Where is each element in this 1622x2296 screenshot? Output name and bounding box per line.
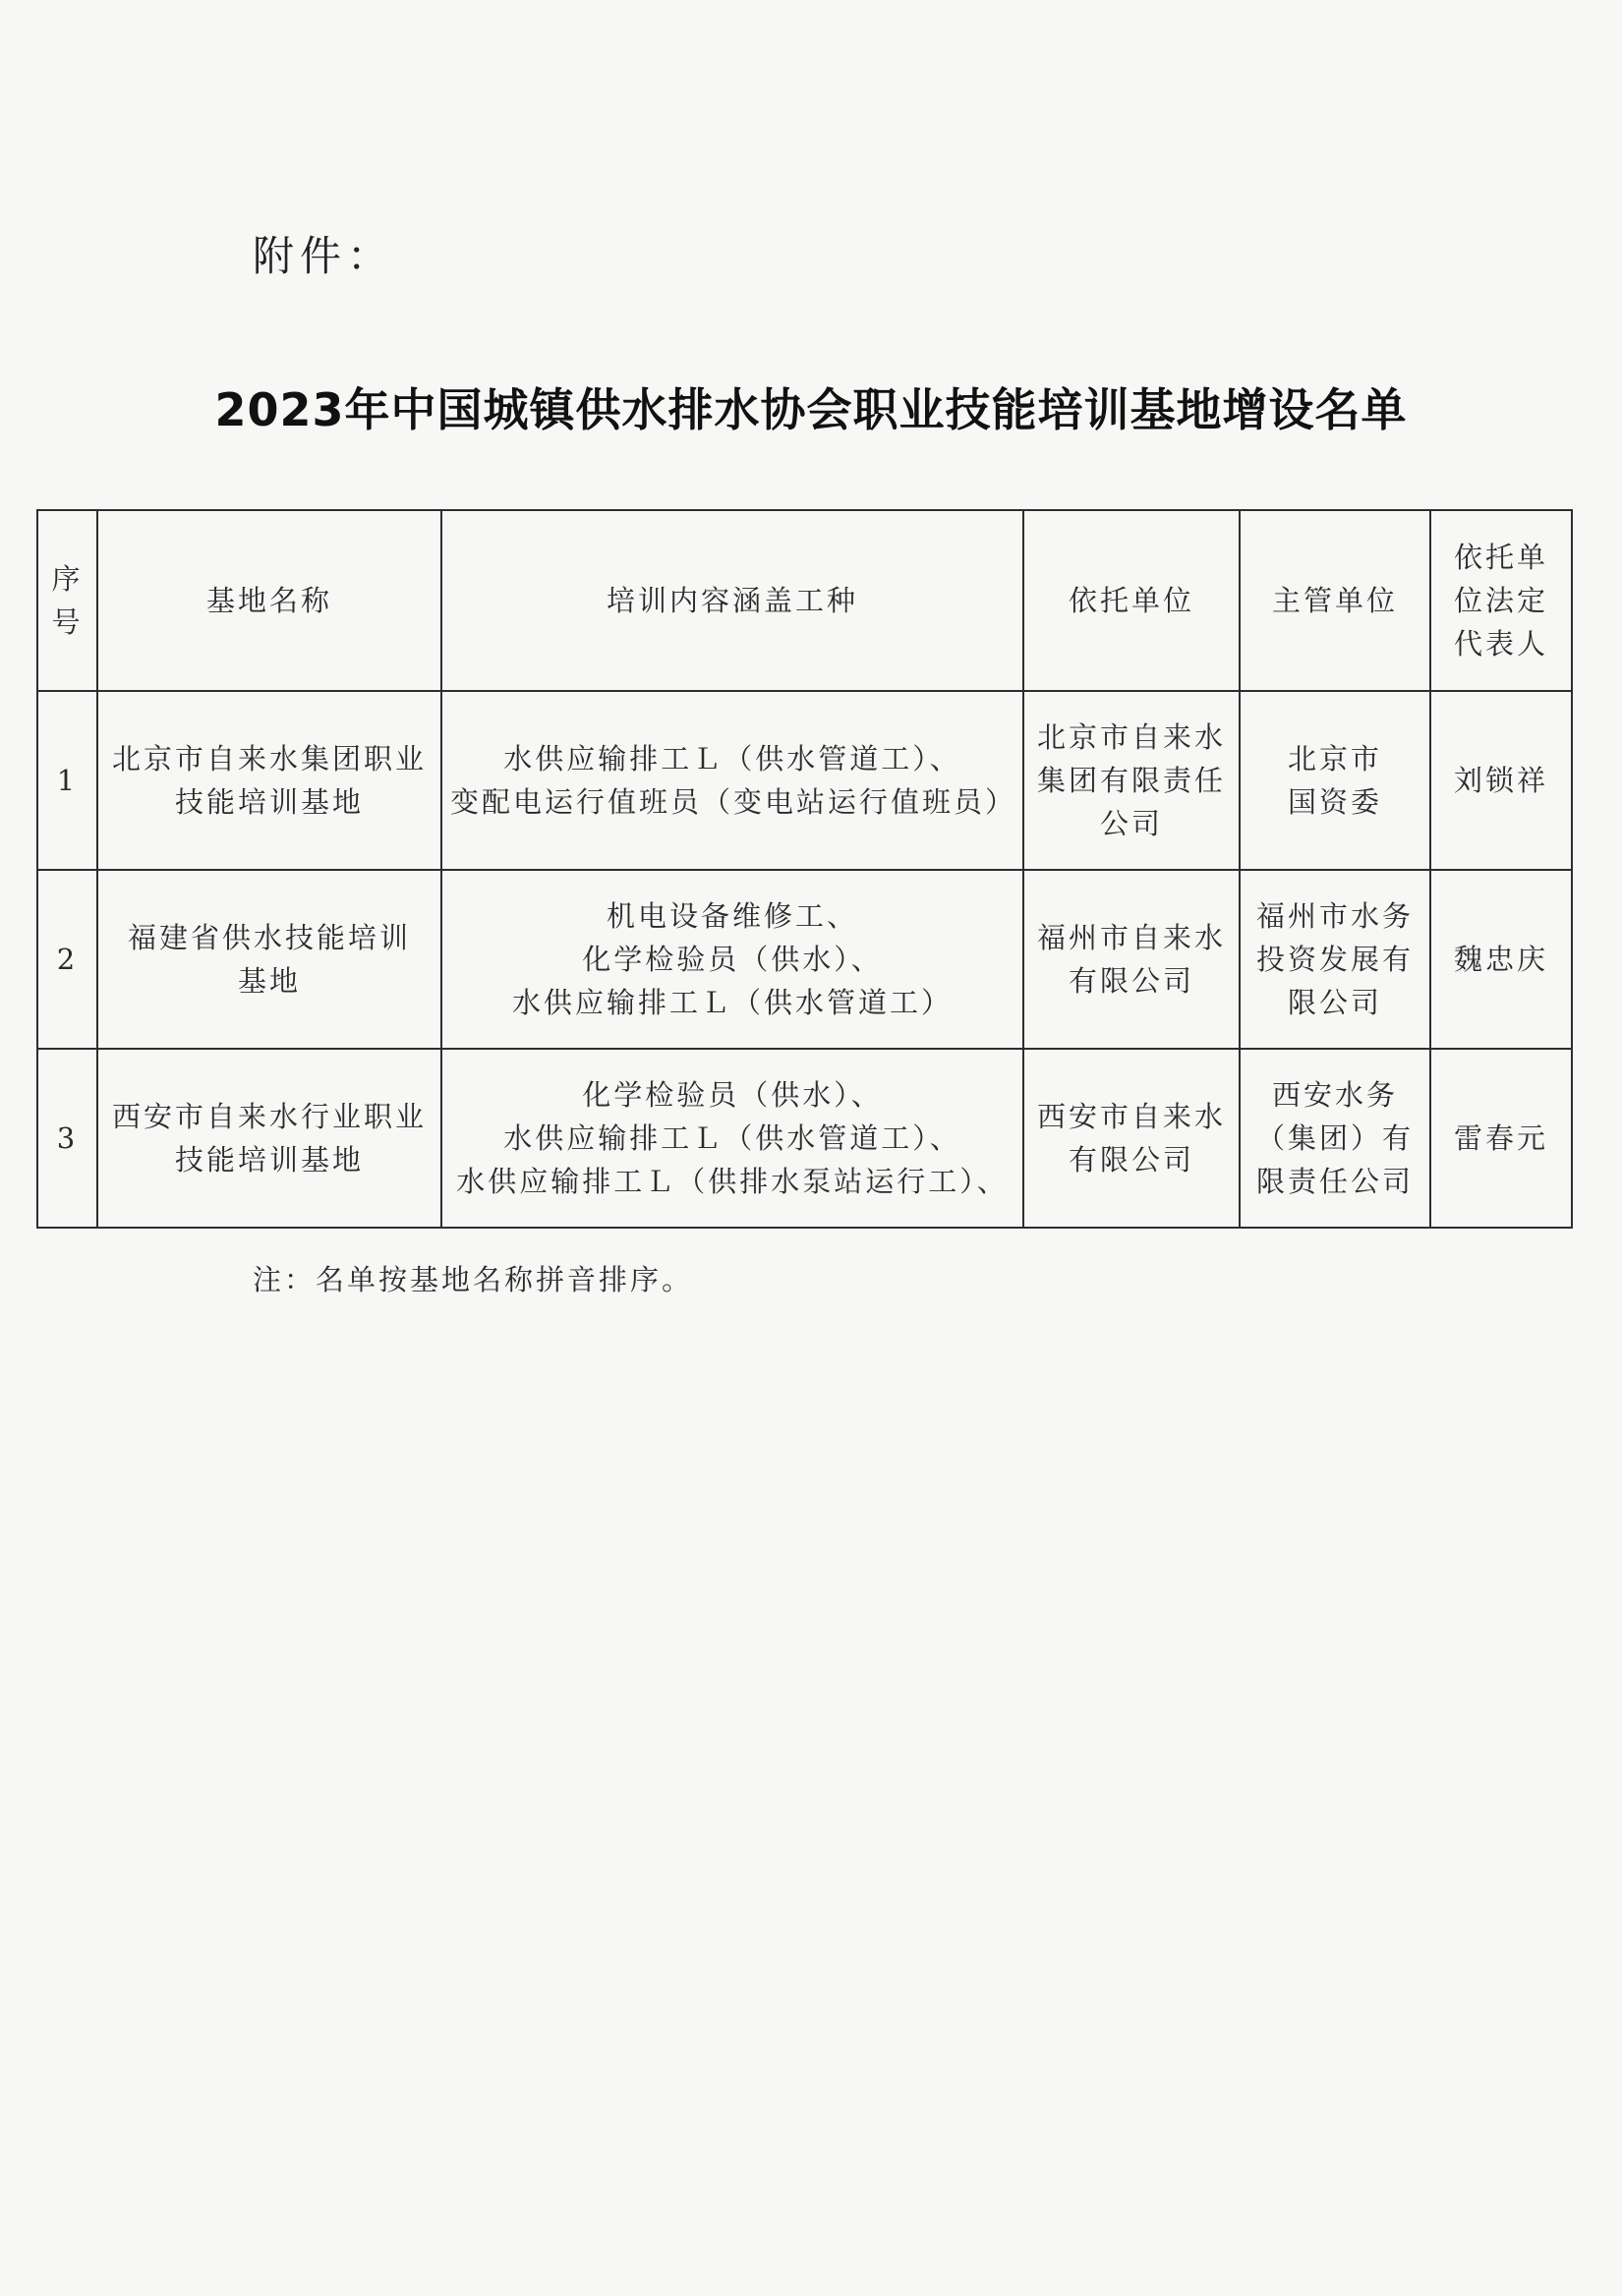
row-occupations: 机电设备维修工、 化学检验员（供水）、 水供应输排工Ｌ（供水管道工）: [441, 870, 1023, 1049]
row-supervisor: 北京市 国资委: [1240, 691, 1430, 870]
table-row: [37, 691, 1572, 870]
training-base-table: [36, 509, 1573, 1229]
row-host-unit: 北京市自来水 集团有限责任 公司: [1023, 691, 1240, 870]
header-occupations: 培训内容涵盖工种: [441, 510, 1023, 691]
header-base-name: 基地名称: [97, 510, 441, 691]
row-legal-rep: 刘锁祥: [1430, 691, 1572, 870]
row-base-name: 北京市自来水集团职业 技能培训基地: [97, 691, 441, 870]
header-supervisor: 主管单位: [1240, 510, 1430, 691]
row-index: 3: [37, 1049, 97, 1228]
header-index: 序 号: [37, 510, 97, 691]
row-base-name: 西安市自来水行业职业 技能培训基地: [97, 1049, 441, 1228]
header-legal-rep: 依托单 位法定 代表人: [1430, 510, 1572, 691]
row-base-name: 福建省供水技能培训 基地: [97, 870, 441, 1049]
table-row: [37, 1049, 1572, 1228]
attachment-label: 附件：: [253, 232, 395, 280]
row-occupations: 化学检验员（供水）、 水供应输排工Ｌ（供水管道工）、 水供应输排工Ｌ（供排水泵站运行工）、: [441, 1049, 1023, 1228]
row-legal-rep: 雷春元: [1430, 1049, 1572, 1228]
table-header-row: [37, 510, 1572, 691]
row-host-unit: 福州市自来水 有限公司: [1023, 870, 1240, 1049]
table-row: [37, 870, 1572, 1049]
row-legal-rep: 魏忠庆: [1430, 870, 1572, 1049]
row-host-unit: 西安市自来水 有限公司: [1023, 1049, 1240, 1228]
row-supervisor: 福州市水务 投资发展有 限公司: [1240, 870, 1430, 1049]
header-host-unit: 依托单位: [1023, 510, 1240, 691]
row-index: 2: [37, 870, 97, 1049]
row-supervisor: 西安水务 （集团）有 限责任公司: [1240, 1049, 1430, 1228]
footnote: 注：名单按基地名称拼音排序。: [253, 1263, 694, 1296]
page-title: 2023年中国城镇供水排水协会职业技能培训基地增设名单: [214, 383, 1408, 436]
row-occupations: 水供应输排工Ｌ（供水管道工）、 变配电运行值班员（变电站运行值班员）: [441, 691, 1023, 870]
row-index: 1: [37, 691, 97, 870]
